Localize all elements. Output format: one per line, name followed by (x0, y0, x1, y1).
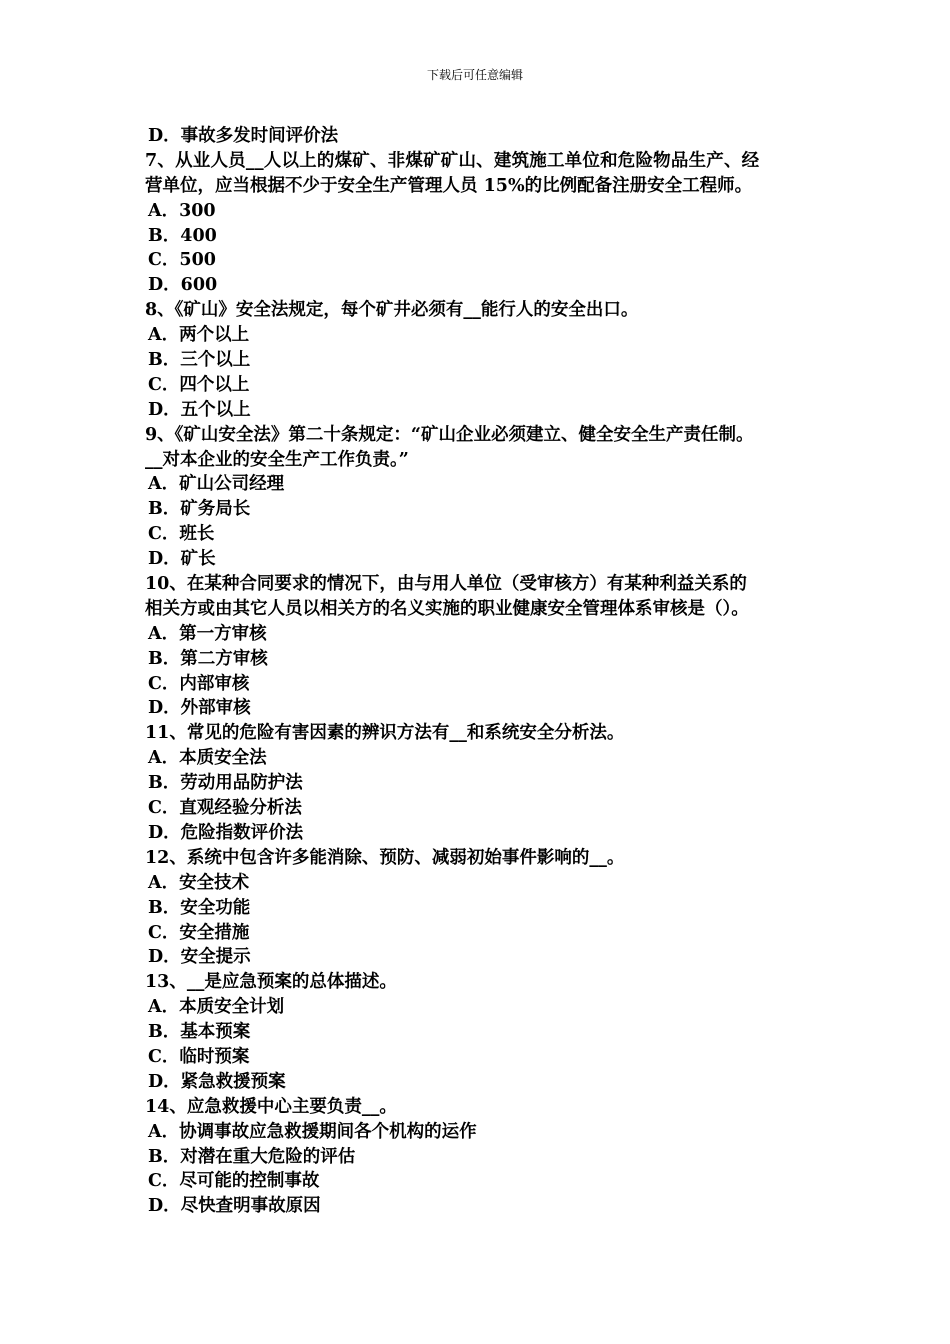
q14-option-c: C．尽可能的控制事故 (148, 1171, 320, 1192)
q7-text-line-1: 7、从业人员__人以上的煤矿、非煤矿矿山、建筑施工单位和危险物品生产、经 (145, 150, 760, 171)
q9-text-line-2: __对本企业的安全生产工作负责。” (145, 449, 409, 470)
q12-option-b: B．安全功能 (148, 897, 251, 918)
q8-option-c: C．四个以上 (148, 374, 250, 395)
q7-option-b: B．400 (148, 225, 217, 246)
q8-option-b: B．三个以上 (148, 350, 251, 371)
q10-option-c: C．内部审核 (148, 673, 250, 694)
q12-text: 12、系统中包含许多能消除、预防、减弱初始事件影响的__。 (145, 847, 625, 868)
q7-option-c: C．500 (148, 250, 216, 271)
q11-option-d: D．危险指数评价法 (148, 822, 304, 843)
q13-option-b: B．基本预案 (148, 1022, 251, 1043)
document-body (145, 124, 835, 1219)
q9-text-line-1: 9、《矿山安全法》第二十条规定：“矿山企业必须建立、健全安全生产责任制。 (145, 424, 754, 445)
q6-option-d: D．事故多发时间评价法 (148, 126, 339, 146)
q13-option-a: A．本质安全计划 (148, 997, 285, 1018)
q12-option-d: D．安全提示 (148, 947, 251, 968)
q10-text-line-2: 相关方或由其它人员以相关方的名义实施的职业健康安全管理体系审核是（）。 (145, 598, 749, 619)
q13-option-d: D．紧急救援预案 (148, 1071, 286, 1092)
q9-option-b: B．矿务局长 (148, 499, 251, 520)
q9-option-a: A．矿山公司经理 (148, 474, 285, 495)
q10-text-line-1: 10、在某种合同要求的情况下，由与用人单位（受审核方）有某种利益关系的 (145, 574, 747, 595)
q11-option-a: A．本质安全法 (148, 748, 267, 769)
q14-option-a: A．协调事故应急救援期间各个机构的运作 (148, 1121, 477, 1142)
q11-option-b: B．劳动用品防护法 (148, 773, 303, 794)
q7-option-a: A．300 (148, 200, 216, 221)
q12-option-a: A．安全技术 (148, 872, 250, 893)
q8-option-a: A．两个以上 (148, 325, 250, 346)
q10-option-a: A．第一方审核 (148, 623, 267, 644)
q13-text: 13、__是应急预案的总体描述。 (145, 972, 397, 993)
q13-option-c: C．临时预案 (148, 1046, 250, 1067)
q14-option-b: B．对潜在重大危险的评估 (148, 1146, 356, 1167)
q9-option-d: D．矿长 (148, 549, 216, 570)
q14-option-d: D．尽快查明事故原因 (148, 1196, 321, 1217)
q14-text: 14、应急救援中心主要负责__。 (145, 1096, 397, 1117)
q7-option-d: D．600 (148, 275, 218, 296)
q8-text: 8、《矿山》安全法规定，每个矿井必须有__能行人的安全出口。 (145, 300, 639, 321)
page-header: 下载后可任意编辑 (426, 68, 523, 82)
q9-option-c: C．班长 (148, 524, 215, 545)
q8-option-d: D．五个以上 (148, 399, 251, 420)
q12-option-c: C．安全措施 (148, 922, 250, 943)
q7-text-line-2: 营单位，应当根据不少于安全生产管理人员 15%的比例配备注册安全工程师。 (145, 175, 753, 196)
q11-option-c: C．直观经验分析法 (148, 798, 302, 819)
q10-option-b: B．第二方审核 (148, 648, 268, 669)
q11-text: 11、常见的危险有害因素的辨识方法有__和系统安全分析法。 (145, 723, 625, 744)
q10-option-d: D．外部审核 (148, 698, 251, 719)
